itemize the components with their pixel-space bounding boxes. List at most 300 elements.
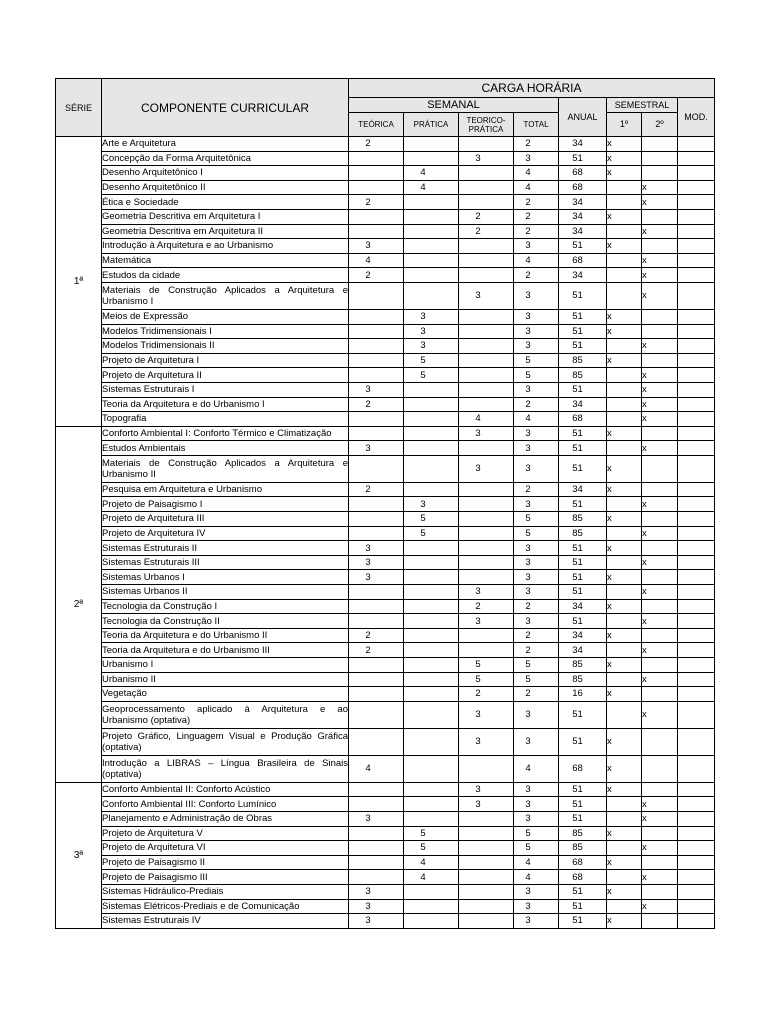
cell-semestre-1 (607, 412, 642, 427)
cell-componente (102, 541, 349, 556)
cell-semestre-1 (607, 209, 642, 224)
cell-anual-value: 85 (572, 527, 583, 539)
componente-text: Urbanismo II (102, 673, 156, 685)
cell-anual (559, 585, 607, 600)
cell-mod (678, 455, 715, 482)
cell-teorico-pratica-value: 4 (475, 413, 481, 425)
cell-semestre-1 (607, 309, 642, 324)
componente-text: Projeto de Paisagismo I (102, 498, 203, 510)
table-row (56, 253, 715, 268)
cell-semestre-1 (607, 353, 642, 368)
componente-text: Matemática (102, 255, 152, 267)
cell-pratica (404, 884, 459, 899)
cell-semestre-2-value: x (642, 225, 647, 237)
cell-componente (102, 826, 349, 841)
cell-mod (678, 282, 715, 309)
componente-text: Projeto de Arquitetura VI (102, 842, 206, 854)
cell-teorico-pratica (459, 526, 514, 541)
cell-semestre-2-value: x (642, 384, 647, 396)
cell-anual (559, 309, 607, 324)
cell-semestre-1 (607, 368, 642, 383)
cell-mod (678, 628, 715, 643)
cell-semestre-1 (607, 253, 642, 268)
cell-teorico-pratica (459, 324, 514, 339)
cell-semestre-2-value: x (642, 527, 647, 539)
cell-mod (678, 353, 715, 368)
cell-componente (102, 268, 349, 283)
cell-teorica (349, 512, 404, 527)
cell-semestre-1 (607, 701, 642, 728)
cell-pratica (404, 811, 459, 826)
cell-mod (678, 482, 715, 497)
cell-semestre-1-value: x (607, 463, 612, 475)
cell-anual (559, 253, 607, 268)
cell-semestre-1 (607, 855, 642, 870)
cell-semestre-1 (607, 614, 642, 629)
table-row (56, 339, 715, 354)
cell-total (514, 855, 559, 870)
cell-componente (102, 658, 349, 673)
componente-text: Introdução a LIBRAS – Língua Brasileira de Sinais (optativa) (102, 757, 348, 780)
cell-pratica (404, 309, 459, 324)
cell-semestre-2-value: x (642, 644, 647, 656)
cell-mod (678, 368, 715, 383)
table-row (56, 855, 715, 870)
cell-anual (559, 755, 607, 782)
cell-anual (559, 658, 607, 673)
header-componente: COMPONENTE CURRICULAR (102, 79, 349, 137)
cell-semestre-1-value: x (607, 311, 612, 323)
cell-anual-value: 51 (572, 325, 583, 337)
header-anual: ANUAL (559, 98, 607, 137)
cell-anual-value: 51 (572, 709, 583, 721)
cell-componente (102, 914, 349, 929)
cell-anual (559, 782, 607, 797)
componente-text: Projeto de Arquitetura II (102, 369, 202, 381)
componente-text: Modelos Tridimensionais II (102, 340, 215, 352)
cell-componente (102, 209, 349, 224)
cell-total (514, 541, 559, 556)
cell-semestre-1 (607, 658, 642, 673)
cell-teorica (349, 239, 404, 254)
cell-teorico-pratica-value: 3 (475, 152, 481, 164)
componente-text: Materiais de Construção Aplicados a Arquitetura e Urbanismo I (102, 284, 348, 307)
cell-componente (102, 426, 349, 441)
cell-teorica-value: 3 (365, 915, 371, 927)
cell-total-value: 2 (525, 644, 531, 656)
cell-total-value: 5 (525, 673, 531, 685)
cell-teorico-pratica-value: 3 (475, 615, 481, 627)
cell-semestre-1 (607, 811, 642, 826)
cell-teorico-pratica (459, 209, 514, 224)
table-row (56, 701, 715, 728)
cell-mod (678, 151, 715, 166)
cell-teorica (349, 570, 404, 585)
cell-mod (678, 555, 715, 570)
cell-semestre-1-value: x (607, 513, 612, 525)
cell-total-value: 3 (525, 586, 531, 598)
cell-teorica (349, 701, 404, 728)
cell-teorico-pratica (459, 455, 514, 482)
cell-anual-value: 51 (572, 813, 583, 825)
cell-anual (559, 914, 607, 929)
cell-total (514, 268, 559, 283)
cell-teorica (349, 151, 404, 166)
cell-mod (678, 570, 715, 585)
cell-anual-value: 68 (572, 413, 583, 425)
table-row (56, 914, 715, 929)
cell-pratica-value: 5 (420, 842, 426, 854)
cell-mod (678, 195, 715, 210)
cell-total (514, 397, 559, 412)
cell-semestre-2 (642, 826, 678, 841)
table-row (56, 599, 715, 614)
header-total: TOTAL (514, 113, 559, 137)
cell-semestre-2 (642, 614, 678, 629)
cell-teorico-pratica (459, 811, 514, 826)
cell-semestre-2 (642, 526, 678, 541)
cell-semestre-2 (642, 368, 678, 383)
cell-teorico-pratica (459, 441, 514, 456)
componente-text: Geometria Descritiva em Arquitetura II (102, 225, 264, 237)
cell-teorico-pratica (459, 151, 514, 166)
cell-teorico-pratica-value: 2 (475, 225, 481, 237)
cell-teorico-pratica (459, 701, 514, 728)
componente-text: Conforto Ambiental I: Conforto Térmico e Climatização (102, 427, 332, 439)
cell-semestre-2-value: x (642, 871, 647, 883)
cell-pratica (404, 687, 459, 702)
cell-total (514, 899, 559, 914)
cell-pratica (404, 441, 459, 456)
table-row (56, 412, 715, 427)
cell-componente (102, 841, 349, 856)
cell-semestre-2-value: x (642, 900, 647, 912)
cell-componente (102, 811, 349, 826)
cell-semestre-2 (642, 755, 678, 782)
cell-componente (102, 382, 349, 397)
cell-teorico-pratica-value: 3 (475, 290, 481, 302)
table-row (56, 353, 715, 368)
cell-semestre-2 (642, 672, 678, 687)
cell-pratica (404, 797, 459, 812)
cell-semestre-2-value: x (642, 813, 647, 825)
table-row (56, 628, 715, 643)
cell-total (514, 180, 559, 195)
cell-mod (678, 309, 715, 324)
table-row (56, 368, 715, 383)
cell-teorico-pratica (459, 782, 514, 797)
cell-teorica (349, 914, 404, 929)
table-row (56, 870, 715, 885)
cell-teorico-pratica-value: 2 (475, 600, 481, 612)
cell-teorica (349, 282, 404, 309)
cell-teorica-value: 3 (365, 442, 371, 454)
cell-mod (678, 870, 715, 885)
cell-teorica (349, 397, 404, 412)
header-segundo-semestre: 2º (642, 113, 678, 137)
cell-teorico-pratica (459, 426, 514, 441)
cell-teorico-pratica (459, 180, 514, 195)
cell-total (514, 224, 559, 239)
cell-teorico-pratica-value: 5 (475, 673, 481, 685)
cell-teorica (349, 224, 404, 239)
cell-teorica-value: 4 (365, 763, 371, 775)
cell-total (514, 826, 559, 841)
cell-semestre-2 (642, 309, 678, 324)
cell-semestre-2 (642, 914, 678, 929)
cell-total (514, 526, 559, 541)
cell-mod (678, 339, 715, 354)
cell-pratica (404, 541, 459, 556)
cell-total-value: 5 (525, 842, 531, 854)
cell-pratica (404, 841, 459, 856)
cell-teorica-value: 3 (365, 813, 371, 825)
table-row (56, 658, 715, 673)
cell-mod (678, 672, 715, 687)
cell-teorica (349, 585, 404, 600)
cell-mod (678, 166, 715, 181)
cell-semestre-2 (642, 239, 678, 254)
cell-anual-value: 68 (572, 871, 583, 883)
cell-anual (559, 209, 607, 224)
cell-anual (559, 797, 607, 812)
cell-semestre-1-value: x (607, 167, 612, 179)
cell-pratica (404, 253, 459, 268)
cell-anual-value: 51 (572, 384, 583, 396)
cell-anual (559, 151, 607, 166)
cell-anual (559, 382, 607, 397)
cell-semestre-1 (607, 512, 642, 527)
table-row (56, 441, 715, 456)
cell-semestre-2-value: x (642, 269, 647, 281)
cell-anual-value: 51 (572, 784, 583, 796)
cell-anual-value: 16 (572, 688, 583, 700)
cell-total (514, 151, 559, 166)
table-row (56, 811, 715, 826)
cell-anual-value: 51 (572, 427, 583, 439)
cell-semestre-2 (642, 570, 678, 585)
cell-teorico-pratica (459, 841, 514, 856)
table-row (56, 826, 715, 841)
cell-teorica (349, 755, 404, 782)
cell-teorica (349, 382, 404, 397)
cell-semestre-2 (642, 282, 678, 309)
cell-semestre-1 (607, 324, 642, 339)
cell-componente (102, 884, 349, 899)
cell-teorica-value: 2 (365, 196, 371, 208)
cell-mod (678, 239, 715, 254)
cell-anual-value: 68 (572, 167, 583, 179)
cell-semestre-1 (607, 166, 642, 181)
cell-semestre-1-value: x (607, 915, 612, 927)
table-row (56, 397, 715, 412)
table-row (56, 728, 715, 755)
header-semanal: SEMANAL (349, 98, 559, 113)
cell-total (514, 426, 559, 441)
cell-pratica (404, 826, 459, 841)
table-header (56, 79, 715, 137)
cell-total (514, 585, 559, 600)
cell-mod (678, 441, 715, 456)
cell-semestre-2 (642, 441, 678, 456)
cell-total-value: 3 (525, 736, 531, 748)
cell-semestre-1 (607, 497, 642, 512)
cell-semestre-2-value: x (642, 586, 647, 598)
cell-total-value: 3 (525, 915, 531, 927)
cell-semestre-2-value: x (642, 673, 647, 685)
cell-total-value: 5 (525, 827, 531, 839)
cell-componente (102, 195, 349, 210)
header-teorica: TEÓRICA (349, 113, 404, 137)
componente-text: Projeto de Arquitetura I (102, 355, 200, 367)
table-row (56, 239, 715, 254)
cell-componente (102, 599, 349, 614)
cell-anual (559, 628, 607, 643)
cell-teorico-pratica-value: 3 (475, 427, 481, 439)
cell-mod (678, 324, 715, 339)
cell-semestre-2 (642, 797, 678, 812)
cell-total-value: 3 (525, 900, 531, 912)
cell-total-value: 3 (525, 442, 531, 454)
cell-semestre-2-value: x (642, 842, 647, 854)
cell-componente (102, 782, 349, 797)
cell-teorica (349, 339, 404, 354)
table-row (56, 526, 715, 541)
cell-teorico-pratica (459, 555, 514, 570)
cell-anual (559, 855, 607, 870)
cell-total (514, 628, 559, 643)
cell-anual-value: 34 (572, 398, 583, 410)
cell-anual (559, 643, 607, 658)
cell-semestre-1 (607, 687, 642, 702)
cell-teorico-pratica (459, 899, 514, 914)
table-row (56, 884, 715, 899)
cell-total (514, 412, 559, 427)
table-row (56, 180, 715, 195)
cell-pratica (404, 570, 459, 585)
cell-anual (559, 526, 607, 541)
cell-total (514, 441, 559, 456)
cell-anual (559, 195, 607, 210)
cell-total-value: 4 (525, 413, 531, 425)
header-primeiro-semestre: 1º (607, 113, 642, 137)
cell-total-value: 3 (525, 463, 531, 475)
cell-teorica (349, 728, 404, 755)
cell-semestre-1-value: x (607, 427, 612, 439)
cell-pratica-value: 5 (420, 355, 426, 367)
cell-pratica (404, 324, 459, 339)
cell-semestre-1 (607, 797, 642, 812)
cell-semestre-2 (642, 353, 678, 368)
cell-total-value: 3 (525, 427, 531, 439)
cell-total-value: 3 (525, 615, 531, 627)
cell-teorico-pratica-value: 3 (475, 709, 481, 721)
cell-teorico-pratica (459, 755, 514, 782)
table-row (56, 555, 715, 570)
cell-pratica (404, 239, 459, 254)
cell-anual (559, 884, 607, 899)
cell-total-value: 4 (525, 255, 531, 267)
cell-componente (102, 870, 349, 885)
cell-pratica (404, 855, 459, 870)
cell-pratica-value: 5 (420, 527, 426, 539)
cell-teorica (349, 309, 404, 324)
table-row (56, 282, 715, 309)
cell-teorica-value: 3 (365, 557, 371, 569)
cell-semestre-2 (642, 512, 678, 527)
cell-total (514, 382, 559, 397)
cell-semestre-2 (642, 628, 678, 643)
cell-pratica (404, 658, 459, 673)
cell-semestre-2 (642, 855, 678, 870)
header-semestral: SEMESTRAL (607, 98, 678, 113)
serie-label: 2ª (56, 426, 102, 782)
cell-pratica (404, 585, 459, 600)
cell-teorico-pratica (459, 570, 514, 585)
cell-pratica-value: 4 (420, 871, 426, 883)
cell-total (514, 884, 559, 899)
cell-semestre-2-value: x (642, 290, 647, 302)
componente-text: Sistemas Estruturais II (102, 542, 198, 554)
cell-pratica (404, 512, 459, 527)
cell-total (514, 455, 559, 482)
cell-pratica (404, 209, 459, 224)
cell-teorico-pratica (459, 628, 514, 643)
cell-total-value: 5 (525, 369, 531, 381)
cell-semestre-2 (642, 253, 678, 268)
cell-teorica-value: 3 (365, 900, 371, 912)
cell-teorica-value: 3 (365, 886, 371, 898)
cell-anual-value: 68 (572, 255, 583, 267)
cell-teorico-pratica (459, 855, 514, 870)
cell-pratica (404, 672, 459, 687)
cell-total (514, 253, 559, 268)
cell-semestre-1 (607, 728, 642, 755)
cell-teorico-pratica (459, 482, 514, 497)
table-row (56, 224, 715, 239)
cell-anual-value: 34 (572, 630, 583, 642)
cell-teorico-pratica (459, 914, 514, 929)
cell-semestre-2 (642, 268, 678, 283)
cell-anual-value: 85 (572, 369, 583, 381)
cell-semestre-2 (642, 841, 678, 856)
cell-total (514, 309, 559, 324)
cell-semestre-2 (642, 658, 678, 673)
cell-pratica-value: 5 (420, 827, 426, 839)
cell-mod (678, 526, 715, 541)
header-teorico-pratica: TEORICO-PRÁTICA (459, 113, 514, 137)
cell-total-value: 3 (525, 290, 531, 302)
cell-anual-value: 68 (572, 763, 583, 775)
cell-total (514, 368, 559, 383)
cell-semestre-2-value: x (642, 340, 647, 352)
cell-total (514, 841, 559, 856)
cell-anual-value: 51 (572, 442, 583, 454)
cell-mod (678, 426, 715, 441)
table-row (56, 687, 715, 702)
cell-teorico-pratica-value: 3 (475, 736, 481, 748)
cell-anual-value: 85 (572, 827, 583, 839)
cell-teorico-pratica (459, 599, 514, 614)
cell-anual-value: 85 (572, 842, 583, 854)
cell-componente (102, 455, 349, 482)
cell-teorico-pratica (459, 497, 514, 512)
cell-teorica-value: 2 (365, 398, 371, 410)
componente-text: Meios de Expressão (102, 311, 189, 323)
cell-teorica (349, 324, 404, 339)
componente-text: Teoria da Arquitetura e do Urbanismo II (102, 630, 268, 642)
cell-teorico-pratica-value: 3 (475, 784, 481, 796)
